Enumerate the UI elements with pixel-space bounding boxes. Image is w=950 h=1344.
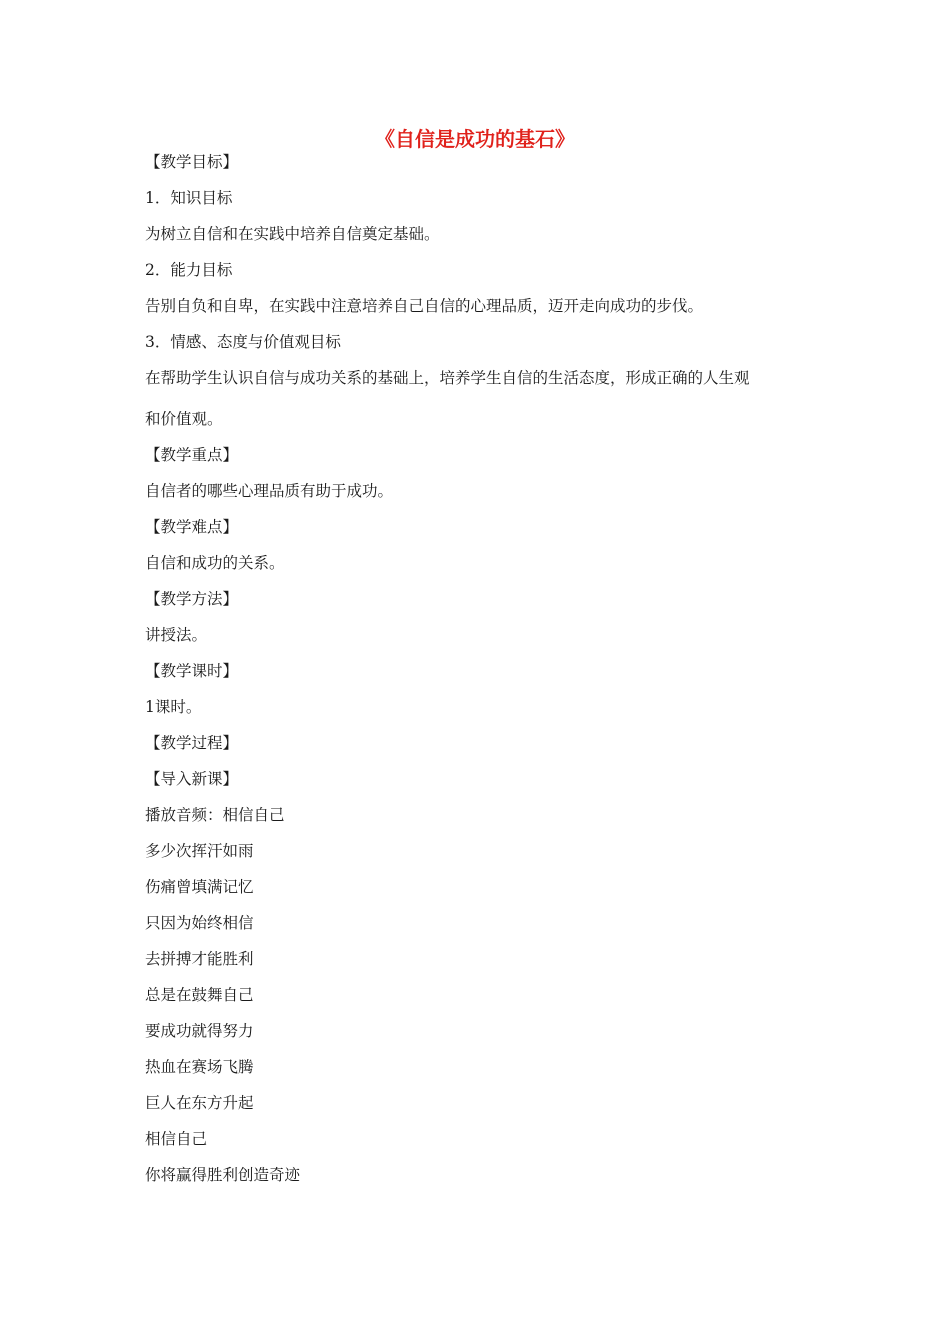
heading-lesson-intro: 【导入新课】 xyxy=(145,770,239,788)
paragraph-teaching-method: 讲授法。 xyxy=(145,626,208,644)
lyric-line: 热血在赛场飞腾 xyxy=(145,1058,254,1076)
lyric-line: 你将赢得胜利创造奇迹 xyxy=(145,1166,301,1184)
paragraph-difficulties: 自信和成功的关系。 xyxy=(145,554,285,572)
heading-teaching-process: 【教学过程】 xyxy=(145,734,239,752)
subheading-knowledge-objective: 1．知识目标 xyxy=(145,189,233,207)
paragraph-class-hours: 1课时。 xyxy=(145,698,202,716)
lyric-line: 伤痛曾填满记忆 xyxy=(145,878,254,896)
paragraph-play-audio: 播放音频：相信自己 xyxy=(145,806,285,824)
paragraph-knowledge: 为树立自信和在实践中培养自信奠定基础。 xyxy=(145,225,440,243)
subheading-emotion-objective: 3．情感、态度与价值观目标 xyxy=(145,333,341,351)
lyric-line: 巨人在东方升起 xyxy=(145,1094,254,1112)
subheading-ability-objective: 2．能力目标 xyxy=(145,261,233,279)
lyric-line: 只因为始终相信 xyxy=(145,914,254,932)
heading-class-hours: 【教学课时】 xyxy=(145,662,239,680)
lyric-line: 要成功就得努力 xyxy=(145,1022,254,1040)
heading-difficulties: 【教学难点】 xyxy=(145,518,239,536)
heading-key-points: 【教学重点】 xyxy=(145,446,239,464)
paragraph-key-points: 自信者的哪些心理品质有助于成功。 xyxy=(145,482,394,500)
paragraph-emotion-line-2: 和价值观。 xyxy=(145,410,223,428)
heading-teaching-method: 【教学方法】 xyxy=(145,590,239,608)
paragraph-ability: 告别自负和自卑，在实践中注意培养自己自信的心理品质，迈开走向成功的步伐。 xyxy=(145,297,704,315)
lyric-line: 去拼搏才能胜利 xyxy=(145,950,254,968)
paragraph-emotion-line-1: 在帮助学生认识自信与成功关系的基础上，培养学生自信的生活态度，形成正确的人生观 xyxy=(145,369,750,387)
document-title: 《自信是成功的基石》 xyxy=(375,127,575,151)
heading-teaching-objectives: 【教学目标】 xyxy=(145,153,239,171)
lyric-line: 多少次挥汗如雨 xyxy=(145,842,254,860)
lyric-line: 相信自己 xyxy=(145,1130,208,1148)
lyric-line: 总是在鼓舞自己 xyxy=(145,986,254,1004)
